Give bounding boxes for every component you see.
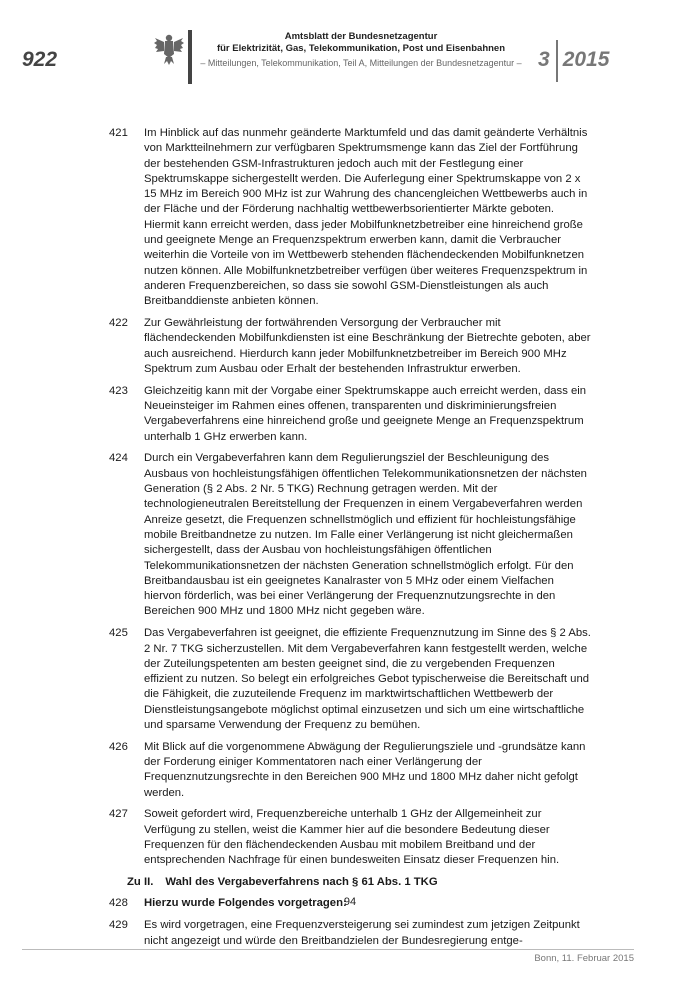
paragraph-text: Mit Blick auf die vorgenommene Abwägung der Regulierungsziele und -grundsätze kann der Forderung einiger Kommentatoren nach einer Verlängerung der Frequenznutzungsrechte in den Bereichen 900 MHz und 1800 MHz daher nicht gefolgt werden. bbox=[144, 740, 586, 799]
journal-title-line1: Amtsblatt der Bundesnetzagentur bbox=[284, 31, 438, 42]
paragraph-number: 427 bbox=[109, 808, 128, 821]
paragraph-text: Es wird vorgetragen, eine Frequenzversteigerung sei zumindest zum jetzigen Zeitpunkt nicht angezeigt und würde den Breitbandzielen der Bundesregierung entge- bbox=[144, 919, 580, 947]
paragraph-423 bbox=[109, 384, 591, 445]
federal-eagle-icon bbox=[154, 32, 184, 66]
footer-page-number: 94 bbox=[343, 896, 357, 908]
paragraph-number: 424 bbox=[109, 452, 128, 465]
paragraph-text: Durch ein Vergabeverfahren kann dem Regulierungsziel der Beschleunigung des Ausbaus von hochleistungsfähigen öffentlichen Telekommunikationsnetzen der nächsten Generation (§ 2 Abs. 2 Nr. 5 TKG) Rechnung getragen werden. Mit der technologieneutralen Bereitstellung der Frequenzen in einem Vergabeverfahren werden Anreize gesetzt, die Frequenzen schnellstmöglich und effizient für hochleistungsfähige mobile Breitbandnetze zu nutzen. Im Falle einer Verlängerung ist nicht gleichermaßen sichergestellt, dass der Ausbau von hochleistungsfähigen öffentlichen Telekommunikationsnetzen der nächsten Generation schnellstmöglich erfolgt. Für den Breitbandausbau ist ein geeignetes Kanalraster von 5 MHz oder einem Vielfachen hiervon förderlich, was bei einer Verlängerung der Frequenznutzungsrechte in den Bereichen 900 MHz und 1800 MHz nicht gegeben wäre. bbox=[144, 452, 587, 618]
paragraph-number: 428 bbox=[109, 897, 128, 910]
paragraph-421 bbox=[109, 126, 591, 310]
paragraph-text: Zur Gewährleistung der fortwährenden Versorgung der Verbraucher mit flächendeckenden Mobilfunkdiensten ist eine Beschränkung der Bietrechte geboten, aber auch ausreichend. Hierdurch kann jeder Mobilfunknetzbetreiber im Bereich 900 MHz Spektrum zum Ausbau oder Erhalt der bestehenden Infrastruktur erwerben. bbox=[144, 317, 591, 375]
paragraph-text: Hierzu wurde Folgendes vorgetragen: bbox=[144, 897, 347, 910]
section-title: Wahl des Vergabeverfahrens nach § 61 Abs. 1 TKG bbox=[165, 876, 438, 889]
paragraph-422 bbox=[109, 316, 591, 377]
paragraph-number: 422 bbox=[109, 317, 128, 330]
paragraph-429 bbox=[109, 918, 591, 949]
paragraph-number: 423 bbox=[109, 384, 128, 397]
paragraph-text: Soweit gefordert wird, Frequenzbereiche unterhalb 1 GHz der Allgemeinheit zur Verfügung zu stellen, weist die Kammer hier auf die besondere Bedeutung dieser Frequenzen für den flächendeckenden Ausbau mit mobilem Breitband und der entsprechenden Nachfrage für einen bundesweiten Einsatz dieser Frequenzen hin. bbox=[144, 808, 560, 867]
journal-title bbox=[196, 31, 526, 55]
paragraph-number: 426 bbox=[109, 740, 128, 753]
paragraph-number: 421 bbox=[109, 127, 128, 139]
paragraph-number: 429 bbox=[109, 919, 128, 932]
footer-date: Bonn, 11. Februar 2015 bbox=[534, 953, 634, 964]
paragraph-number: 425 bbox=[109, 627, 128, 640]
header-divider-bar bbox=[188, 30, 192, 84]
paragraph-text: Im Hinblick auf das nunmehr geänderte Marktumfeld und das damit geänderte Verhältnis von Marktteilnehmern zur verfügbaren Spektrumsmenge kann das Ziel der Fortführung der bestehenden GSM-Infrastrukturen jedoch auch mit der Festlegung einer Spektrumskappe sichergestellt werden. Die Auferlegung einer Spektrumskappe von 2 x 15 MHz im Bereich 900 MHz ist zur Wahrung des chancengleichen Wettbewerbs auch in der Fläche und der Förderung nachhaltig wettbewerbsorientierter Märkte geboten. Hiermit kann erreicht werden, dass jeder Mobilfunknetzbetreiber eine hinreichend große und geeignete Menge an Frequenzspektrum erwerben kann, damit die Verbraucher weiterhin die Vorteile von im Wettbewerb stehenden flächendeckenden Mobilfunknetzen nutzen können. Alle Mobilfunknetzbetreiber verfügen über weiteres Frequenzspektrum in anderen Frequenzbereichen, so dass sie sowohl GSM-Dienstleistungen als auch Breitbanddienste anbieten können. bbox=[144, 127, 588, 308]
journal-subtitle: – Mitteilungen, Telekommunikation, Teil A, Mitteilungen der Bundesnetzagentur – bbox=[200, 58, 522, 68]
paragraph-426 bbox=[109, 740, 591, 801]
issue-year: 2015 bbox=[562, 48, 610, 71]
paragraph-text: Das Vergabeverfahren ist geeignet, die effiziente Frequenznutzung im Sinne des § 2 Abs. 2 Nr. 7 TKG sicherzustellen. Mit dem Vergabeverfahren kann festgestellt werden, welche der Zuteilungspetenten am besten geeignet sind, die zu vergebenden Frequenzen effizient zu nutzen. So belegt ein erfolgreiches Gebot typischerweise die Bereitschaft und die Fähigkeit, die zuzuteilende Frequenz im marktwirtschaftlichen Wettbewerb der Dienstleistungsangebote möglichst optimal einzusetzen und sich um eine wirtschaftliche und sparsame Verwendung der Frequenz zu bemühen. bbox=[144, 627, 591, 731]
section-heading bbox=[127, 875, 591, 890]
footer-divider bbox=[22, 949, 634, 950]
paragraph-427 bbox=[109, 807, 591, 868]
document-body bbox=[109, 126, 591, 955]
issue-divider bbox=[556, 40, 558, 82]
issue-indicator bbox=[538, 40, 609, 82]
journal-title-line2: für Elektrizität, Gas, Telekommunikation, Post und Eisenbahnen bbox=[216, 43, 506, 54]
paragraph-text: Gleichzeitig kann mit der Vorgabe einer Spektrumskappe auch erreicht werden, dass ein Neueinsteiger im Rahmen eines offenen, transparenten und diskriminierungsfreien Vergabeverfahrens eine hinreichend große und geeignete Menge an Frequenzspektrum unterhalb 1 GHz erwerben kann. bbox=[144, 384, 587, 443]
issue-number: 3 bbox=[538, 48, 550, 71]
paragraph-424 bbox=[109, 451, 591, 619]
paragraph-425 bbox=[109, 626, 591, 733]
header-page-number: 922 bbox=[22, 48, 58, 71]
section-label: Zu II. bbox=[127, 876, 154, 889]
